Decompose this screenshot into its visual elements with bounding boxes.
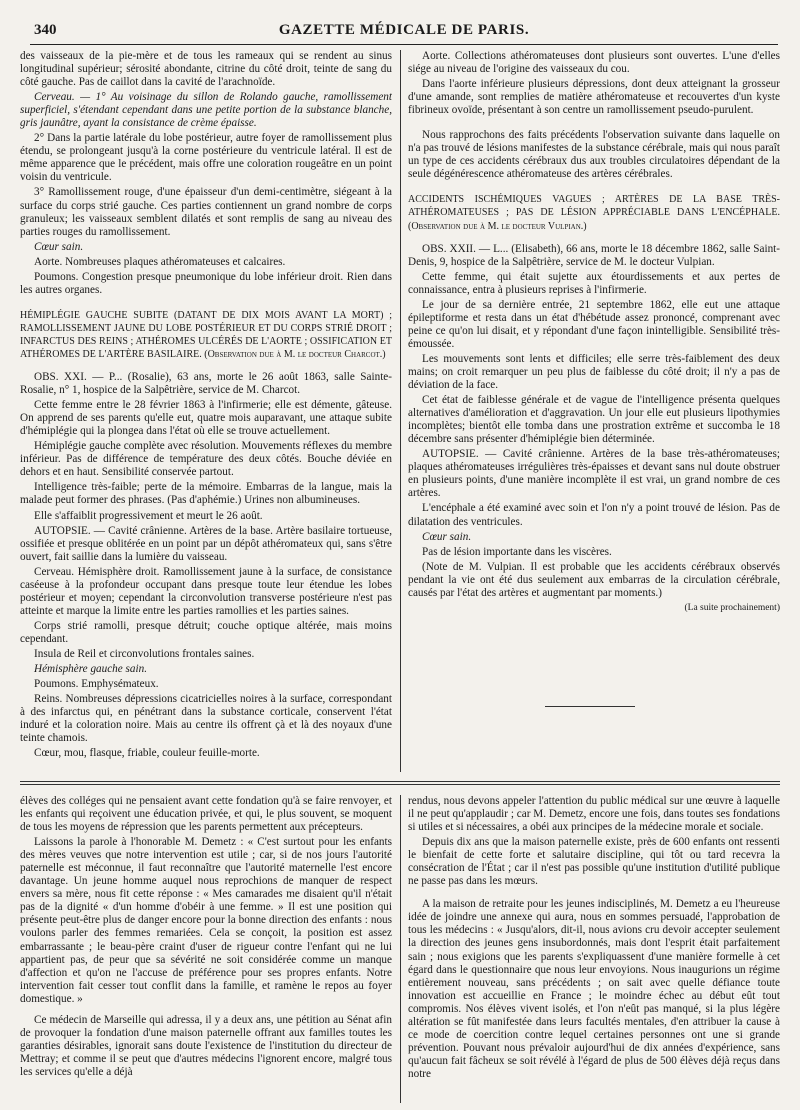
paragraph: Aorte. Nombreuses plaques athéromateuses et calcaires. — [34, 255, 286, 268]
paragraph: 3° Ramollissement rouge, d'une épaisseur d'un demi-centimètre, siégeant à la surface du corps strié gauche. Ces parties contiennent un grand nombre de corps granuleux; les vaisseaux semblent dilatés et sont remplis de sang au niveau des parties rouges du ramollissement. — [20, 186, 392, 238]
paragraph: Intelligence très-faible; perte de la mémoire. Embarras de la langue, mais la malade peut former des phrases. (Pas d'aphémie.) Urines non albumineuses. — [20, 481, 392, 507]
paragraph: Dans l'aorte inférieure plusieurs dépressions, dont deux atteignant la grosseur d'une amande, sont remplies de matière athéromateuse et recouvertes d'un kyste fibrineux ovoïde, présentant à son centre un ramollissement pseudo-purulent. — [408, 78, 780, 117]
feuilleton-column-divider — [400, 795, 401, 1103]
paragraph: Le jour de sa dernière entrée, 21 septembre 1862, elle eut une attaque épileptiforme et resta dans un état d'hébétude assez prononcé, comprenant avec peine ce qu'on lui disait, et y répondant d'une façon inintelligible. Sensibilité très-émoussée. — [408, 298, 780, 350]
paragraph: des vaisseaux de la pie-mère et de tous les rameaux qui se rendent au sinus longitudinal supérieur; sérosité abondante, citrine du côté droit, teinte de sang du côté gauche. Pas de caillot dans la cavité de l'arachnoïde. — [20, 50, 392, 89]
paragraph: Nous rapprochons des faits précédents l'observation suivante dans laquelle on n'a pas trouvé de lésions manifestes de la substance cérébrale, mais qui nous paraît un type de ces accidents cérébraux dus aux troubles circulatoires dépendant de la seule dégénérescence athéromateuse des artères cérébrales. — [408, 129, 780, 181]
observation-heading: OBS. XXI. — P... (Rosalie), 63 ans, morte le 26 août 1863, salle Sainte-Rosalie, n° 1, hospice de la Salpêtrière, service de M. Charcot. — [20, 371, 392, 397]
feuilleton-right-column — [408, 795, 780, 1103]
paragraph: AUTOPSIE. — Cavité crânienne. Artères de la base. Artère basilaire tortueuse, ossifiée et presque oblitérée en un point par un dépôt athéromateux qui, sans s'être ouvert, fait saillie dans la lumière du vaisseau. — [20, 524, 392, 563]
paragraph: Ce médecin de Marseille qui adressa, il y a deux ans, une pétition au Sénat afin de provoquer la fondation d'une maison paternelle offrant aux familles toutes les garanties désirables, ignorait sans doute l'existence de l'institution du directeur de Mettray; et comme il se peut que d'autres médecins l'ignorent encore, malgré tous les services qu'elle a déjà — [20, 1013, 392, 1078]
paragraph: Elle s'affaiblit progressivement et meurt le 26 août. — [34, 509, 263, 522]
paragraph: Cerveau. — 1° Au voisinage du sillon de Rolando gauche, ramollissement superficiel, s'étendant cependant dans une petite portion de la substance blanche, gris jaunâtre, ayant la consistance de crème épaisse. — [20, 91, 392, 130]
article-right-column — [408, 50, 780, 700]
paragraph: Cette femme, qui était sujette aux étourdissements et aux pertes de connaissance, entra à plusieurs reprises à l'infirmerie. — [408, 270, 780, 296]
paragraph: (Note de M. Vulpian. Il est probable que les accidents cérébraux observés pendant la vie ont été dus seulement aux embarras de la circulation cérébrale, causés par l'état des artères et augmentant par moments.) — [408, 560, 780, 599]
feuilleton-left-column — [20, 795, 392, 1103]
feuilleton-rule-2 — [20, 784, 780, 785]
paragraph: A la maison de retraite pour les jeunes indisciplinés, M. Demetz a eu l'heureuse idée de joindre une annexe qui aura, nous en sommes persuadé, l'approbation de tous les médecins : « Jusqu'alors, dit-il, nous avions cru devoir accepter seulement la direction des jeunes gens insubordonnés, mais dont l'esprit était parfaitement sain ; nous exigions que les parents s'expliquassent d'une manière formelle à cet égard dans le questionnaire que nous leur envoyions. Nous inaugurions un régime entièrement nouveau, sans précédents ; on sait avec quelle défiance toute innovation est accueillie en France ; le moindre échec au début eût tout compromis. Nos élèves vivent isolés, et l'on n'eût pas manqué, si la plus légère altération se fût manifestée dans leurs facultés mentales, d'en attribuer la cause à ce mode de coercition contre lequel certaines personnes ont une si grande prévention. Pouvant nous prévaloir aujourd'hui de dix années d'expérience, sans qu'aucun fait fâcheux se soit révélé à l'égard de plus de 500 élèves déjà reçus dans notre — [408, 898, 780, 1080]
paragraph: Hémiplégie gauche complète avec résolution. Mouvements réflexes du membre inférieur. Pas de différence de température des deux côtés. Bouche déviée en dehors et en haut. Sensibilité conservée partout. — [20, 440, 392, 479]
paragraph: Cœur sain. — [34, 240, 84, 253]
feuilleton-rule — [20, 781, 780, 782]
paragraph: Poumons. Congestion presque pneumonique du lobe inférieur droit. Rien dans les autres organes. — [20, 270, 392, 296]
observation-heading: OBS. XXII. — L... (Elisabeth), 66 ans, morte le 18 décembre 1862, salle Saint-Denis, 9, hospice de la Salpêtrière, service de M. le docteur Vulpian. — [408, 242, 780, 268]
paragraph: Les mouvements sont lents et difficiles; elle serre très-faiblement des deux mains; on croit remarquer un peu plus de faiblesse du côté droit; il n'y a pas de déviation de la face. — [408, 352, 780, 392]
paragraph: Insula de Reil et circonvolutions frontales saines. — [34, 647, 255, 660]
paragraph: rendus, nous devons appeler l'attention du public médical sur une œuvre à laquelle il ne peut qu'applaudir ; car M. Demetz, encore une fois, dans toutes ses fondations si utiles et si nécessaires, a obéi aux principes de la médecine morale et sociale. — [408, 795, 780, 834]
paragraph: Hémisphère gauche sain. — [34, 663, 147, 676]
paragraph: Laissons la parole à l'honorable M. Demetz : « C'est surtout pour les enfants des mères veuves que notre intervention est utile ; car, si de nos jours l'autorité paternelle est méconnue, il faut reconnaître que l'autorité maternelle l'est encore davantage. Un jeune homme auquel nous reprochions de manquer de respect envers sa mère, nous fit cette réponse : « Mes camarades me disaient qu'il n'était pas de la dignité « d'un homme d'obéir à une femme. » Il est une position qui présente peut-être plus de danger encore pour la bonne direction des enfants : nous voulons parler des femmes remariées. Cela se conçoit, la position est assez embarrassante ; le beau-père craint d'user de rigueur contre l'enfant qui ne lui appartient pas, de peur que sa sévérité ne soit considérée comme un manque d'affection et qu'on ne l'accuse de préférence pour ses propres enfants. Notre intervention fait cesser tout conflit dans la famille, et ramène le repos au foyer domestique. » — [20, 836, 392, 1005]
section-heading: ACCIDENTS ISCHÉMIQUES VAGUES ; ARTÈRES DE LA BASE TRÈS-ATHÉROMATEUSES ; PAS DE LÉSION APPRÉCIABLE DANS L'ENCÉPHALE. (Observation due à M. le docteur Vulpian.) — [408, 194, 780, 232]
paragraph: élèves des colléges qui ne pensaient avant cette fondation qu'à se faire renvoyer, et les enfants qui reçoivent une éducation privée, et qui, le plus souvent, se moquent de tous les moyens de répression que les parents permettent aux précepteurs. — [20, 795, 392, 834]
paragraph: Depuis dix ans que la maison paternelle existe, près de 600 enfants ont ressenti le bienfait de cette forte et salutaire discipline, qui tôt ou tard recevra la consécration de l'État ; car il n'est pas possible qu'une institution d'utilité publique ne passe pas dans les mœurs. — [408, 836, 780, 888]
paragraph: L'encéphale a été examiné avec soin et l'on n'y a point trouvé de lésion. Pas de dilatation des ventricules. — [408, 502, 780, 528]
paragraph: Corps strié ramolli, presque détruit; couche optique altérée, mais moins cependant. — [20, 619, 392, 645]
page-header — [30, 18, 778, 45]
page-number: 340 — [34, 22, 57, 38]
column-divider — [400, 50, 401, 772]
article-end-rule — [545, 706, 635, 707]
journal-title: GAZETTE MÉDICALE DE PARIS. — [278, 22, 530, 38]
paragraph: 2° Dans la partie latérale du lobe postérieur, autre foyer de ramollissement plus étendu, se prolongeant jusqu'à la corne postérieure du ventricule latéral. Il est de même apparence que le précédent, mais offre une coloration rougeâtre en un point voisin du ventricule. — [20, 132, 392, 184]
paragraph: Reins. Nombreuses dépressions cicatricielles noires à la surface, correspondant à des infarctus qui, en pénétrant dans la substance corticale, conservent l'état induré et la coloration noire. Mais au centre ils offrent çà et là des noyaux d'une teinte chamois. — [20, 693, 392, 745]
paragraph: Poumons. Emphysémateux. — [34, 678, 159, 691]
paragraph: Cerveau. Hémisphère droit. Ramollissement jaune à la surface, de consistance caséeuse à la profondeur occupant dans presque toute leur étendue les lobes postérieur et moyen; cependant la circonvolution transverse postérieure n'est pas atteinte et marque la limite entre les parties ramollies et les parties saines. — [20, 565, 392, 617]
section-heading: HÉMIPLÉGIE GAUCHE SUBITE (DATANT DE DIX MOIS AVANT LA MORT) ; RAMOLLISSEMENT JAUNE DU LOBE POSTÉRIEUR ET DU CORPS STRIÉ DROIT ; INFARCTUS DES REINS ; ATHÉROMES ULCÉRÉS DE L'AORTE ; OSSIFICATION ET ATHÉROMES DE L'ARTÈRE BASILAIRE. (Observation due à M. le docteur Charcot.) — [20, 309, 392, 360]
paragraph: Cet état de faiblesse générale et de vague de l'intelligence présenta quelques alternatives d'amélioration et d'aggravation. Un jour elle eut plusieurs lipothymies incomplètes; bientôt elle tomba dans une prostration extrême et succomba le 18 décembre sans présenter d'hémiplégie bien déterminée. — [408, 394, 780, 446]
paragraph: Cœur, mou, flasque, friable, couleur feuille-morte. — [34, 747, 260, 760]
article-left-column — [20, 50, 392, 772]
paragraph: Cette femme entre le 28 février 1863 à l'infirmerie; elle est démente, gâteuse. On apprend de ses parents qu'elle eut, quatre mois auparavant, une attaque subite d'hémiplégie qui la plongea dans l'état où elle se trouve actuellement. — [20, 399, 392, 438]
paragraph: AUTOPSIE. — Cavité crânienne. Artères de la base très-athéromateuses; plaques athéromateuses irrégulières très-épaisses et devant sans nul doute obstruer en plusieurs points, d'une manière incomplète il est vrai, un grand nombre de ces artères. — [408, 448, 780, 500]
paragraph: Aorte. Collections athéromateuses dont plusieurs sont ouvertes. L'une d'elles siége au niveau de l'origine des vaisseaux du cou. — [408, 50, 780, 76]
paragraph: Pas de lésion importante dans les viscères. — [422, 545, 612, 558]
to-be-continued: (La suite prochainement) — [684, 602, 780, 613]
paragraph: Cœur sain. — [422, 530, 472, 543]
